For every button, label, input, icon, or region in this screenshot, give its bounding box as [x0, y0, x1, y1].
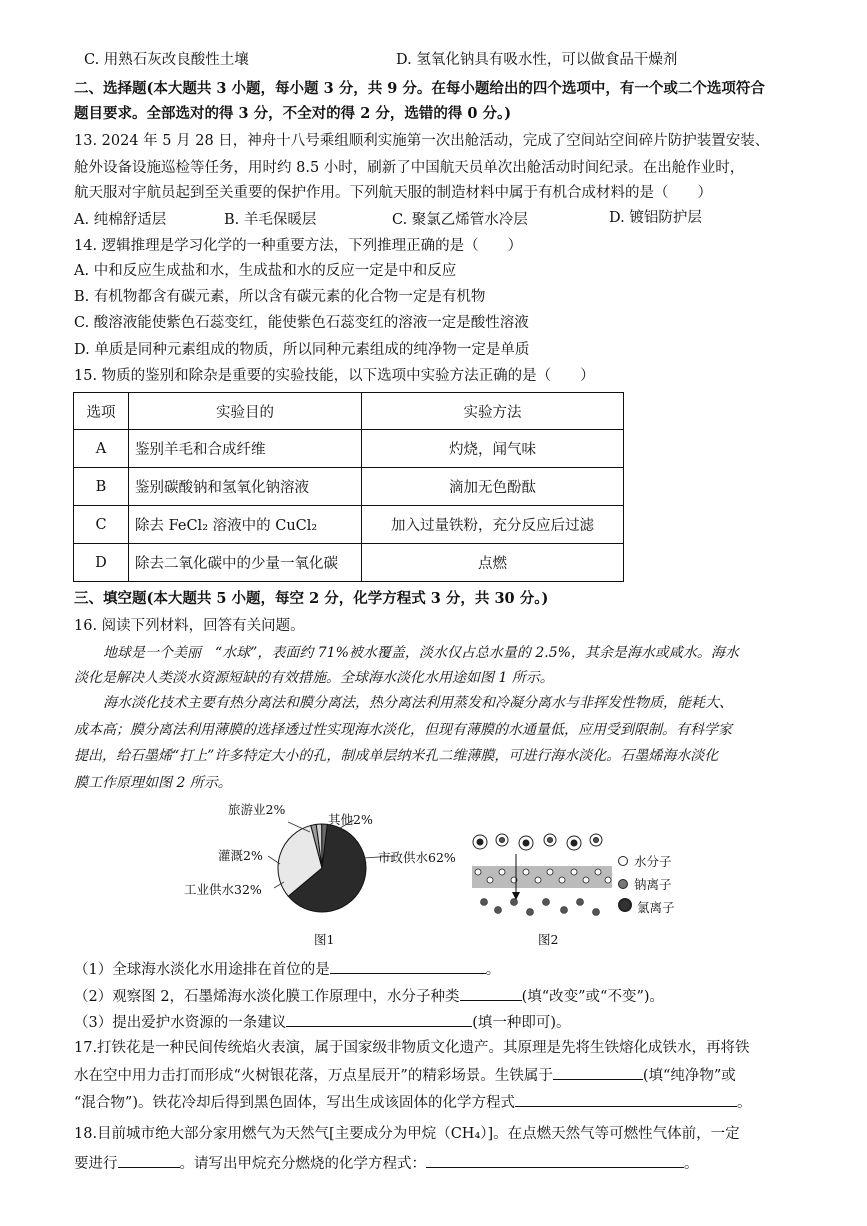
- option-c-line: C. 用熟石灰改良酸性土壤: [84, 52, 249, 68]
- q16-stem: 16. 阅读下列材料，回答有关问题。: [74, 618, 305, 634]
- table-header-row: [74, 393, 624, 430]
- q16-sub3: （3）提出爱护水资源的一条建议 (填一种即可)。: [74, 1011, 571, 1033]
- option-d-line: D. 氢氧化钠具有吸水性，可以做食品干燥剂: [396, 52, 678, 68]
- section2-heading-line1: 二、选择题(本大题共 3 小题，每小题 3 分，共 9 分。在每小题给出的四个选项中，有一个或二个选项符合: [74, 80, 765, 97]
- q13-line2: 舱外设备设施巡检等任务，用时约 8.5 小时，刷新了中国航天员单次出舱活动时间纪录。在出舱作业时，: [74, 160, 745, 176]
- q16-paragraph2-line3: 提出，给石墨烯“打上”许多特定大小的孔，制成单层纳米孔二维薄膜，可进行海水淡化。石墨烯海水淡化: [74, 748, 719, 764]
- table-header-cell: 实验方法: [362, 393, 624, 430]
- figure1-pie-chart: [180, 798, 470, 948]
- q18-line1: 18.目前城市绝大部分家用燃气为天然气[主要成分为甲烷（CH₄）]。在点燃天然气等可燃性气体前，一定: [74, 1126, 740, 1142]
- legend-chloride-ion: 氯离子: [618, 896, 675, 919]
- section2-heading-line2: 题目要求。全部选对的得 3 分，不全对的得 2 分，选错的得 0 分。): [74, 105, 512, 122]
- table-row: [74, 506, 624, 544]
- table-cell: 加入过量铁粉，充分反应后过滤: [362, 506, 624, 544]
- pie-chart-svg: [180, 798, 470, 948]
- q16-paragraph1-line1: 地球是一个美丽 “水球”，表面约 71%被水覆盖，淡水仅占总水量的 2.5%，其余是海水或咸水。海水: [103, 645, 739, 661]
- table-header-cell: 实验目的: [129, 393, 362, 430]
- pie-label-irrigation: 灌溉2%: [218, 848, 263, 863]
- q16-paragraph1-line2: 淡化是解决人类淡水资源短缺的有效措施。全球海水淡化水用途如图 1 所示。: [74, 670, 554, 686]
- graphene-membrane-icon: [468, 830, 618, 925]
- q13-line1: 13. 2024 年 5 月 28 日，神舟十八号乘组顺利实施第一次出舱活动，完成了空间站空间碎片防护装置安装、: [74, 133, 770, 149]
- table-row: [74, 430, 624, 468]
- q18-line2: 要进行 。请写出甲烷充分燃烧的化学方程式： 。: [74, 1152, 699, 1174]
- pie-label-tourism: 旅游业2%: [228, 802, 286, 817]
- q13-option-c: C. 聚氯乙烯管水冷层: [392, 212, 528, 228]
- answer-blank[interactable]: [426, 1152, 684, 1168]
- table-cell: B: [74, 468, 129, 506]
- legend-sodium-ion: 钠离子: [618, 873, 675, 896]
- table-cell: 点燃: [362, 544, 624, 582]
- table-row: [74, 544, 624, 582]
- q16-sub2: （2）观察图 2，石墨烯海水淡化膜工作原理中，水分子种类 (填“改变”或“不变”)。: [74, 985, 664, 1007]
- q16-sub1: （1）全球海水淡化水用途排在首位的是 。: [74, 958, 500, 980]
- pie-leader-line: [268, 856, 280, 864]
- table-cell: C: [74, 506, 129, 544]
- q13-option-d: D. 镀铝防护层: [609, 210, 702, 226]
- q13-line3: 航天服对宇航员起到至关重要的保护作用。下列航天服的制造材料中属于有机合成材料的是（ ）: [74, 185, 712, 201]
- figure2-caption: 图2: [538, 932, 559, 947]
- answer-blank[interactable]: [515, 1091, 737, 1107]
- q17-line2: 水在空中用力击打而形成“火树银花落，万点星辰开”的精彩场景。生铁属于 (填“纯净物”或: [74, 1064, 736, 1086]
- q14-option-b: B. 有机物都含有碳元素，所以含有碳元素的化合物一定是有机物: [74, 289, 486, 305]
- pie-label-municipal: 市政供水62%: [378, 850, 456, 865]
- answer-blank[interactable]: [118, 1152, 180, 1168]
- q13-option-b: B. 羊毛保暖层: [224, 212, 317, 228]
- table-cell: 鉴别羊毛和合成纤维: [129, 430, 362, 468]
- q17-line3: “混合物”)。铁花冷却后得到黑色固体，写出生成该固体的化学方程式 。: [74, 1091, 751, 1113]
- answer-blank[interactable]: [286, 1011, 472, 1027]
- table-cell: 除去二氧化碳中的少量一氧化碳: [129, 544, 362, 582]
- q14-stem: 14. 逻辑推理是学习化学的一种重要方法，下列推理正确的是（ ）: [74, 238, 523, 254]
- figure2-membrane-diagram: [468, 830, 688, 950]
- table-cell: 除去 FeCl₂ 溶液中的 CuCl₂: [129, 506, 362, 544]
- experiment-table: [73, 392, 624, 582]
- legend-water-molecule: 水分子: [618, 850, 675, 873]
- q14-option-c: C. 酸溶液能使紫色石蕊变红，能使紫色石蕊变红的溶液一定是酸性溶液: [74, 315, 529, 331]
- q14-option-a: A. 中和反应生成盐和水，生成盐和水的反应一定是中和反应: [74, 263, 457, 279]
- q16-paragraph2-line4: 膜工作原理如图 2 所示。: [74, 775, 232, 791]
- table-cell: 灼烧，闻气味: [362, 430, 624, 468]
- q17-line1: 17.打铁花是一种民间传统焰火表演，属于国家级非物质文化遗产。其原理是先将生铁熔化成铁水，再将铁: [74, 1040, 750, 1056]
- answer-blank[interactable]: [330, 958, 486, 974]
- q16-paragraph2-line2: 成本高；膜分离法利用薄膜的选择透过性实现海水淡化，但现有薄膜的水通量低，应用受到限制。有科学家: [74, 722, 732, 738]
- q14-option-d: D. 单质是同种元素组成的物质，所以同种元素组成的纯净物一定是单质: [74, 342, 530, 358]
- q13-option-a: A. 纯棉舒适层: [74, 212, 167, 228]
- q15-stem: 15. 物质的鉴别和除杂是重要的实验技能，以下选项中实验方法正确的是（ ）: [74, 368, 595, 384]
- figure1-caption: 图1: [314, 932, 335, 947]
- section3-heading: 三、填空题(本大题共 5 小题，每空 2 分，化学方程式 3 分，共 30 分。): [74, 590, 549, 607]
- pie-label-industrial: 工业供水32%: [184, 882, 262, 897]
- pie-label-other: 其他2%: [328, 812, 373, 827]
- table-cell: 滴加无色酚酞: [362, 468, 624, 506]
- table-cell: A: [74, 430, 129, 468]
- answer-blank[interactable]: [460, 985, 522, 1001]
- table-cell: 鉴别碳酸钠和氢氧化钠溶液: [129, 468, 362, 506]
- table-row: [74, 468, 624, 506]
- q16-paragraph2-line1: 海水淡化技术主要有热分离法和膜分离法，热分离法利用蒸发和冷凝分离水与非挥发性物质，能耗大、: [103, 695, 733, 711]
- table-cell: D: [74, 544, 129, 582]
- answer-blank[interactable]: [553, 1064, 643, 1080]
- table-header-cell: 选项: [74, 393, 129, 430]
